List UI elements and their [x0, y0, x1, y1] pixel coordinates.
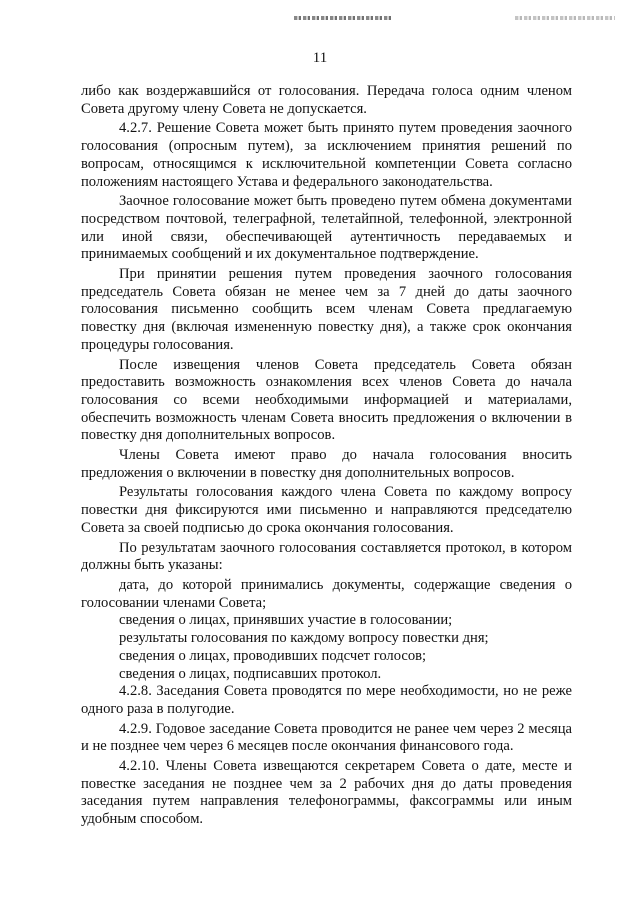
paragraph: Результаты голосования каждого члена Совета по каждому вопросу повестки дня фиксируются ими письменно и направляются председателю Совета за своей подписью до срока окончания голосования.	[81, 484, 572, 536]
page-number: 11	[312, 50, 328, 66]
protocol-list-item: дата, до которой принимались документы, содержащие сведения о голосовании членами Совета;	[81, 576, 572, 611]
paragraph: 4.2.10. Члены Совета извещаются секретарем Совета о дате, месте и повестке заседания не позднее чем за 2 рабочих дня до даты проведения заседания путем направления телефонограммы, факсограммы или иным удобным способом.	[81, 758, 572, 828]
paragraph: 4.2.7. Решение Совета может быть принято путем проведения заочного голосования (опросным путем), за исключением принятия решений по вопросам, относящимся к исключительной компетенции Совета согласно положениям настоящего Устава и федерального законодательства.	[81, 120, 572, 190]
paragraph: При принятии решения путем проведения заочного голосования председатель Совета обязан не менее чем за 7 дней до даты заочного голосования письменно сообщить всем членам Совета предлагаемую повестку дня (включая измененную повестку дня), а также срок окончания процедуры голосования.	[81, 266, 572, 353]
scan-artifact	[294, 16, 392, 20]
paragraph: 4.2.8. Заседания Совета проводятся по мере необходимости, но не реже одного раза в полугодие.	[81, 683, 572, 717]
protocol-list-item: результаты голосования по каждому вопросу повестки дня;	[119, 630, 489, 647]
paragraph: По результатам заочного голосования составляется протокол, в котором должны быть указаны:	[81, 539, 572, 574]
paragraph: 4.2.9. Годовое заседание Совета проводится не ранее чем через 2 месяца и не позднее чем через 6 месяцев после окончания финансового года.	[81, 720, 572, 755]
protocol-list-item: сведения о лицах, проводивших подсчет голосов;	[119, 647, 427, 664]
paragraph: После извещения членов Совета председатель Совета обязан предоставить возможность ознакомления всех членов Совета до начала голосования со всеми необходимыми информацией и материалами, обеспечить возможность членам Совета вносить предложения о включении в повестку дня дополнительных вопросов.	[81, 356, 572, 444]
paragraph: Заочное голосование может быть проведено путем обмена документами посредством почтовой, телеграфной, телетайпной, телефонной, электронной или иной связи, обеспечивающей аутентичность передаваемых и принимаемых сообщений и их документальное подтверждение.	[81, 193, 572, 263]
paragraph: Члены Совета имеют право до начала голосования вносить предложения о включении в повестку дня дополнительных вопросов.	[81, 447, 572, 481]
document-body	[81, 83, 572, 831]
protocol-list-item: сведения о лицах, подписавших протокол.	[119, 665, 382, 682]
protocol-list-item: сведения о лицах, принявших участие в голосовании;	[119, 612, 453, 629]
paragraph: либо как воздержавшийся от голосования. Передача голоса одним членом Совета другому члену Совета не допускается.	[81, 83, 572, 117]
scan-artifact	[515, 16, 615, 20]
